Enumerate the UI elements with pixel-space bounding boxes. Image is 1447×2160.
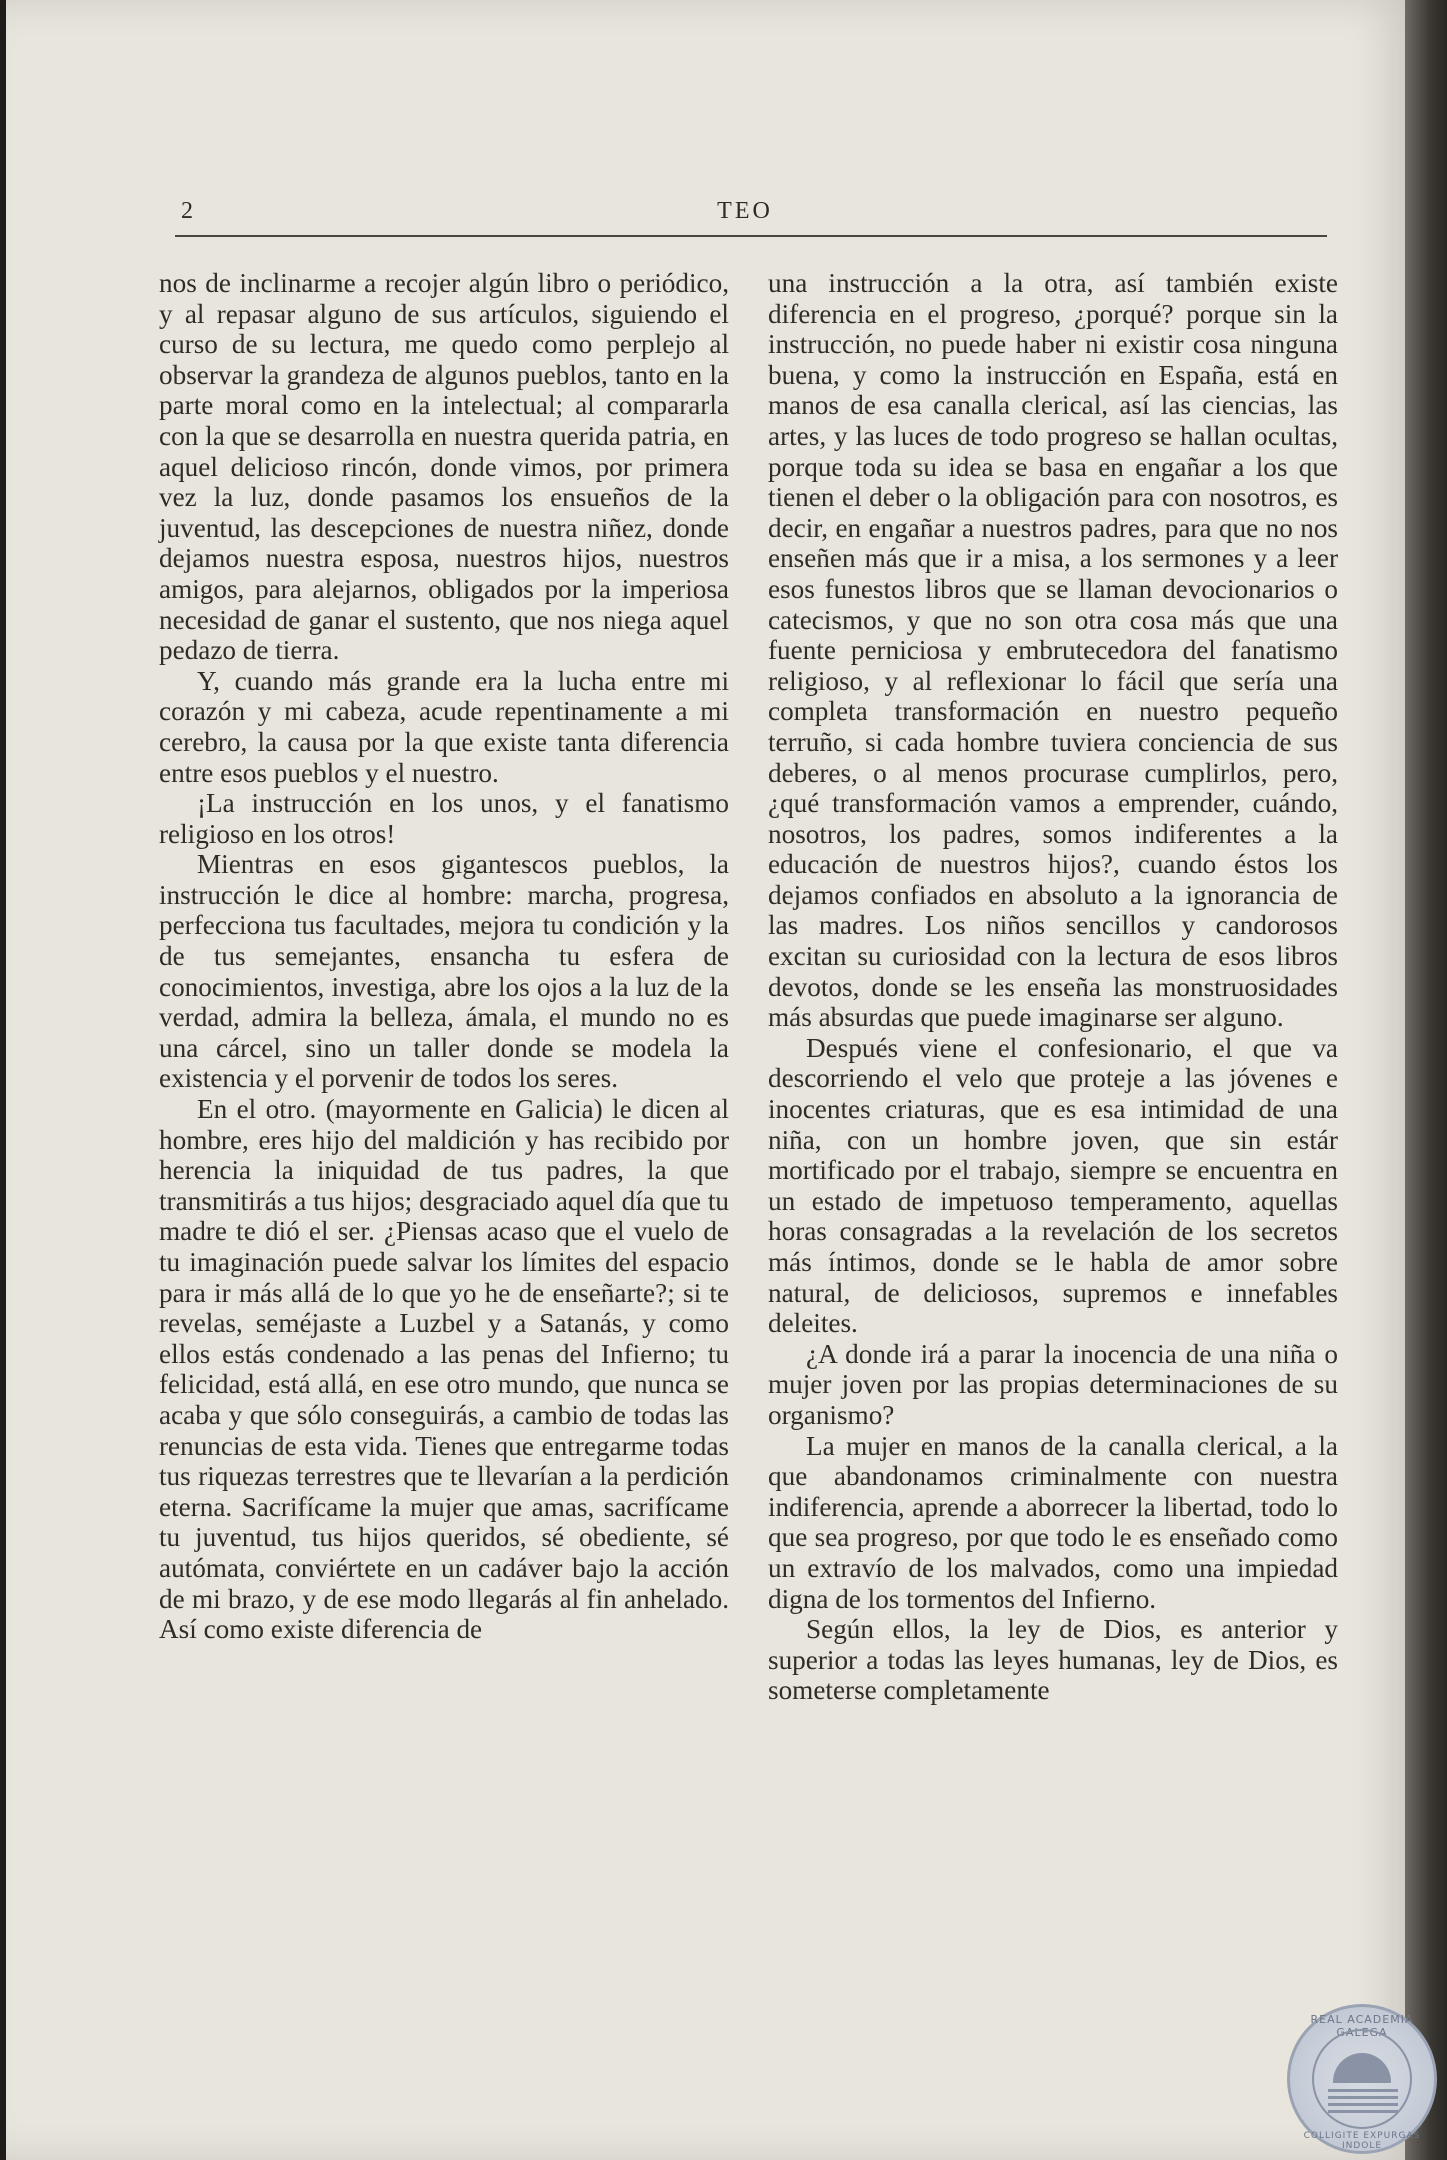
paragraph: Y, cuando más grande era la lucha entre mi corazón y mi cabeza, acude repentinamente a mi cerebro, la causa por la que existe tanta diferencia entre esos pueblos y el nuestro. (159, 665, 729, 788)
paragraph: ¿A donde irá a parar la inocencia de una niña o mujer joven por las propias determinaciones de su organismo? (768, 1338, 1338, 1430)
page-number: 2 (181, 198, 193, 224)
stamp-bottom-text: COLLIGITE EXPURGAS INDOLE (1303, 2131, 1421, 2151)
paragraph: En el otro. (mayormente en Galicia) le dicen al hombre, eres hijo del maldición y has recibido por herencia la iniquidad de tus padres, la que transmitirás a tus hijos; desgraciado aquel día que tu madre te dió el ser. ¿Piensas acaso que el vuelo de tu imaginación puede salvar los límites del espacio para ir más allá de lo que yo he de enseñarte?; si te revelas, seméjaste a Luzbel y a Satanás, y como ellos estás condenado a las penas del Infierno; tu felicidad, está allá, en ese otro mundo, que nunca se acaba y que sólo conseguirás, a cambio de todas las renuncias de esta vida. Tienes que entregarme todas tus riquezas terrestres que te llevarían a la perdición eterna. Sacrifícame la mujer que amas, sacrifícame tu juventud, tus hijos queridos, sé obediente, sé autómata, conviértete en un cadáver bajo la acción de mi brazo, y de ese modo llegarás al fin anhelado. Así como existe diferencia de (159, 1094, 729, 1645)
right-text-column (768, 268, 1338, 1706)
paragraph: Mientras en esos gigantescos pueblos, la instrucción le dice al hombre: marcha, progresa, perfecciona tus facultades, mejora tu condición y la de tus semejantes, ensancha tu esfera de conocimientos, investiga, abre los ojos a la luz de la verdad, admira la belleza, ámala, el mundo no es una cárcel, sino un taller donde se modela la existencia y el porvenir de todos los seres. (159, 849, 729, 1094)
waves-icon (1328, 2089, 1398, 2113)
header-rule (175, 235, 1327, 237)
running-title: TEO (717, 198, 773, 224)
paragraph: La mujer en manos de la canalla clerical, a la que abandonamos criminalmente con nuestra indiferencia, aprende a aborrecer la libertad, todo lo que sea progreso, por que todo le es enseñado como un extravío de los malvados, como una impiedad digna de los tormentos del Infierno. (768, 1430, 1338, 1614)
page-header (175, 198, 1325, 238)
paragraph: Según ellos, la ley de Dios, es anterior y superior a todas las leyes humanas, ley de Dios, es someterse completamente (768, 1614, 1338, 1706)
paragraph: Después viene el confesionario, el que va descorriendo el velo que proteje a las jóvenes e inocentes criaturas, que es esa intimidad de una niña, con un hombre joven, que sin estár mortificado por el trabajo, siempre se encuentra en un estado de impetuoso temperamento, aquellas horas consagradas a la revelación de los secretos más íntimos, donde se le habla de amor sobre natural, de deliciosos, supremos e innefables deleites. (768, 1032, 1338, 1339)
library-seal-stamp (1287, 2004, 1437, 2154)
book-spine-edge (1405, 0, 1447, 2160)
stamp-top-text: REAL ACADEMIA GALEGA (1310, 2013, 1414, 2039)
paragraph: una instrucción a la otra, así también existe diferencia en el progreso, ¿porqué? porque sin la instrucción, no puede haber ni existir cosa ninguna buena, y como la instrucción en España, está en manos de esa canalla clerical, así las ciencias, las artes, y las luces de todo progreso se hallan ocultas, porque toda su idea se basa en engañar a los que tienen el deber o la obligación para con nosotros, es decir, en engañar a nuestros padres, para que no nos enseñen más que ir a misa, a los sermones y a leer esos funestos libros que se llaman devocionarios o catecismos, y que no son otra cosa más que una fuente perniciosa y embrutecedora del fanatismo religioso, y al reflexionar lo fácil que sería una completa transformación en nuestro pequeño terruño, si cada hombre tuviera conciencia de sus deberes, o al menos procurase cumplirlos, pero, ¿qué transformación vamos a emprender, cuándo, nosotros, los padres, somos indiferentes a la educación de nuestros hijos?, cuando éstos los dejamos confiados en absoluto a la ignorancia de las madres. Los niños sencillos y candorosos excitan su curiosidad con la lectura de esos libros devotos, donde se les enseña las monstruosidades más absurdas que puede imaginarse ser alguno. (768, 268, 1338, 1033)
left-text-column (159, 268, 729, 1645)
paragraph: ¡La instrucción en los unos, y el fanatismo religioso en los otros! (159, 788, 729, 849)
paragraph: nos de inclinarme a recojer algún libro o periódico, y al repasar alguno de sus artículos, siguiendo el curso de su lectura, me quedo como perplejo al observar la grandeza de algunos pueblos, tanto en la parte moral como en la intelectual; al compararla con la que se desarrolla en nuestra querida patria, en aquel delicioso rincón, donde vimos, por primera vez la luz, donde pasamos los ensueños de la juventud, las descepciones de nuestra niñez, donde dejamos nuestra esposa, nuestros hijos, nuestros amigos, para alejarnos, obligados por la imperiosa necesidad de ganar el sustento, que nos niega aquel pedazo de tierra. (159, 268, 729, 666)
